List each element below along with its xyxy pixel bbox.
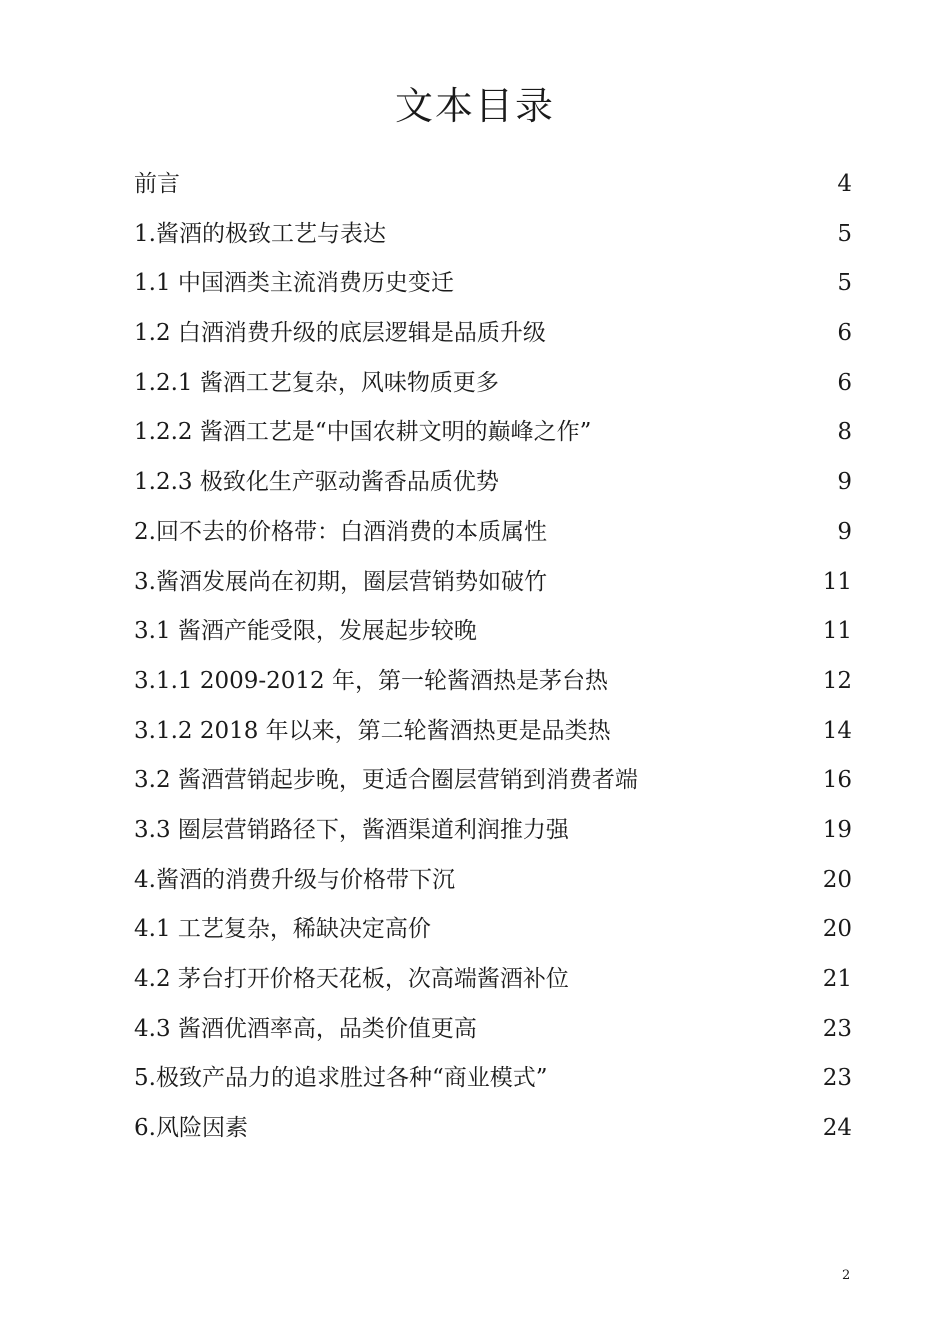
toc-entry-label: 1.2.2 酱酒工艺是“中国农耕文明的巅峰之作” [134, 419, 592, 446]
toc-entry-page: 9 [837, 518, 852, 545]
toc-entry[interactable] [134, 856, 852, 906]
toc-entry-label: 4.酱酒的消费升级与价格带下沉 [134, 866, 455, 893]
toc-entry-page: 9 [837, 469, 852, 496]
toc-entry[interactable] [134, 408, 852, 458]
toc-entry[interactable] [134, 1005, 852, 1055]
toc-entry[interactable] [134, 359, 852, 409]
toc-entry[interactable] [134, 259, 852, 309]
toc-entry-label: 前言 [134, 171, 180, 197]
toc-entry-page: 12 [822, 667, 852, 694]
toc-entry-label: 4.1 工艺复杂，稀缺决定高价 [134, 916, 431, 943]
toc-entry-page: 14 [822, 717, 852, 744]
toc-entry-page: 23 [822, 1065, 852, 1092]
toc-entry[interactable] [134, 607, 852, 657]
toc-entry-label: 3.1 酱酒产能受限，发展起步较晚 [134, 618, 477, 645]
toc-entry[interactable] [134, 707, 852, 757]
toc-entry[interactable] [134, 458, 852, 508]
toc-entry-label: 1.1 中国酒类主流消费历史变迁 [134, 270, 454, 297]
toc-entry-label: 2.回不去的价格带：白酒消费的本质属性 [134, 518, 547, 545]
toc-entry[interactable] [134, 1054, 852, 1104]
toc-entry-label: 4.2 茅台打开价格天花板，次高端酱酒补位 [134, 966, 569, 992]
toc-entry-label: 3.1.2 2018 年以来，第二轮酱酒热更是品类热 [134, 717, 611, 744]
toc-entry[interactable] [134, 756, 852, 806]
toc-entry-page: 23 [822, 1015, 852, 1042]
toc-entry-page: 8 [837, 419, 852, 446]
toc-entry[interactable] [134, 309, 852, 359]
page-number: 2 [842, 1268, 851, 1283]
toc-entry[interactable] [134, 508, 852, 558]
toc-entry-page: 11 [822, 618, 852, 645]
toc-entry-label: 3.1.1 2009-2012 年，第一轮酱酒热是茅台热 [134, 667, 608, 694]
toc-entry-page: 21 [822, 966, 852, 992]
toc-entry-label: 3.3 圈层营销路径下，酱酒渠道利润推力强 [134, 816, 569, 843]
toc-entry-label: 4.3 酱酒优酒率高，品类价值更高 [134, 1015, 477, 1042]
toc-entry-label: 1.2 白酒消费升级的底层逻辑是品质升级 [134, 320, 546, 347]
toc-entry-page: 16 [822, 767, 852, 794]
toc-entry-label: 1.2.1 酱酒工艺复杂，风味物质更多 [134, 369, 499, 396]
toc-entry-page: 24 [822, 1115, 852, 1142]
toc-entry-label: 1.2.3 极致化生产驱动酱香品质优势 [134, 469, 499, 496]
toc-entry-page: 6 [837, 369, 852, 396]
toc-entry-label: 6.风险因素 [134, 1115, 248, 1142]
toc-entry-page: 6 [837, 320, 852, 347]
toc-entry-page: 4 [837, 171, 852, 197]
toc-entry[interactable] [134, 905, 852, 955]
toc-entry-page: 5 [837, 270, 852, 297]
toc-entry[interactable] [134, 955, 852, 1005]
page-title: 文本目录 [394, 84, 555, 128]
toc-entry-page: 19 [822, 816, 852, 843]
toc-entry[interactable] [134, 160, 852, 210]
toc-entry-label: 1.酱酒的极致工艺与表达 [134, 220, 386, 247]
toc-entry-label: 3.2 酱酒营销起步晚，更适合圈层营销到消费者端 [134, 767, 638, 794]
toc-entry[interactable] [134, 210, 852, 260]
toc-entry-label: 5.极致产品力的追求胜过各种“商业模式” [134, 1065, 548, 1092]
toc-entry-page: 20 [822, 866, 852, 893]
toc-entry-page: 11 [822, 568, 852, 595]
toc-entry-page: 5 [837, 220, 852, 247]
toc-entry[interactable] [134, 806, 852, 856]
toc-entry-page: 20 [822, 916, 852, 943]
toc-entry-label: 3.酱酒发展尚在初期，圈层营销势如破竹 [134, 568, 547, 595]
toc-entry[interactable] [134, 558, 852, 608]
table-of-contents [134, 160, 852, 1154]
toc-entry[interactable] [134, 657, 852, 707]
toc-entry[interactable] [134, 1104, 852, 1154]
